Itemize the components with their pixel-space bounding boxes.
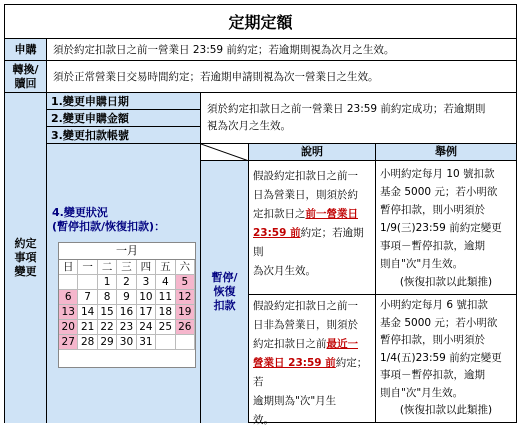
calendar-day: 15 bbox=[98, 305, 117, 320]
calendar-weekday: 三 bbox=[117, 260, 136, 275]
diagonal-line bbox=[201, 144, 249, 161]
calendar-day: 16 bbox=[117, 305, 136, 320]
row-label-agreement-change: 約定 事項 變更 bbox=[5, 93, 47, 423]
calendar-grid bbox=[59, 260, 195, 350]
calendar-day: 3 bbox=[137, 275, 156, 290]
calendar-weekday: 四 bbox=[137, 260, 156, 275]
items-note: 須於約定扣款日之前一營業日 23:59 前約定成功；若逾期則 視為次月之生效。 bbox=[201, 93, 516, 144]
calendar-day: 17 bbox=[137, 305, 156, 320]
item-change-amount: 2.變更申購金額 bbox=[47, 110, 201, 127]
item-change-date: 1.變更申購日期 bbox=[47, 93, 201, 110]
calendar-day: 26 bbox=[176, 320, 195, 335]
case2-description: 假設約定扣款日之前一 日非為營業日，則須於 約定扣款日之前最近一 營業日 23:59 前約定；若 逾期則為"次"月生 效。 bbox=[249, 295, 376, 423]
calendar-day: 18 bbox=[156, 305, 175, 320]
calendar-day: 1 bbox=[98, 275, 117, 290]
calendar-day: 21 bbox=[78, 320, 97, 335]
calendar-day: 7 bbox=[78, 290, 97, 305]
calendar-day: 13 bbox=[59, 305, 78, 320]
calendar-day bbox=[59, 275, 78, 290]
calendar-day bbox=[156, 335, 175, 350]
calendar-day: 22 bbox=[98, 320, 117, 335]
calendar-day bbox=[78, 275, 97, 290]
page-title: 定期定額 bbox=[5, 5, 516, 39]
calendar-day: 19 bbox=[176, 305, 195, 320]
calendar-day: 24 bbox=[137, 320, 156, 335]
row-text-switch-redeem: 須於正常營業日交易時間約定；若逾期申請則視為次一營業日之生效。 bbox=[47, 61, 516, 93]
calendar-weekday: 五 bbox=[156, 260, 175, 275]
case1-description: 假設約定扣款日之前一 日為營業日，則須於約 定扣款日之前一營業日 23:59 前約定；若逾期則 為次月生效。 bbox=[249, 161, 376, 295]
calendar-day: 2 bbox=[117, 275, 136, 290]
row-label-switch-redeem: 轉換/ 贖回 bbox=[5, 61, 47, 93]
calendar-day: 27 bbox=[59, 335, 78, 350]
calendar-day: 9 bbox=[117, 290, 136, 305]
calendar-day: 10 bbox=[137, 290, 156, 305]
calendar-month: 一月 bbox=[59, 243, 195, 260]
calendar-day: 8 bbox=[98, 290, 117, 305]
calendar-weekday: 日 bbox=[59, 260, 78, 275]
col-header-example: 舉例 bbox=[376, 144, 516, 161]
calendar-weekday: 六 bbox=[176, 260, 195, 275]
calendar-weekday: 二 bbox=[98, 260, 117, 275]
calendar-day: 5 bbox=[176, 275, 195, 290]
calendar-weekday: 一 bbox=[78, 260, 97, 275]
side-label-pause-resume: 暫停/ 恢復 扣款 bbox=[201, 161, 249, 423]
header-corner bbox=[201, 144, 249, 161]
row-text-subscribe: 須於約定扣款日之前一營業日 23:59 前約定；若逾期則視為次月之生效。 bbox=[47, 39, 516, 61]
row-label-subscribe: 申購 bbox=[5, 39, 47, 61]
calendar-day: 25 bbox=[156, 320, 175, 335]
calendar-day: 14 bbox=[78, 305, 97, 320]
item-change-account: 3.變更扣款帳號 bbox=[47, 127, 201, 144]
calendar-day: 23 bbox=[117, 320, 136, 335]
calendar-day: 12 bbox=[176, 290, 195, 305]
calendar-day: 20 bbox=[59, 320, 78, 335]
calendar bbox=[58, 242, 196, 368]
calendar-day: 30 bbox=[117, 335, 136, 350]
calendar-day: 6 bbox=[59, 290, 78, 305]
case1-example: 小明約定每月 10 號扣款 基金 5000 元；若小明欲 暫停扣款，則小明須於 1/9(三)23:59 前約定變更 事項－暫停扣款，逾期 則自"次"月生效。 (恢復扣款以此類推) bbox=[376, 161, 516, 295]
calendar-day bbox=[176, 335, 195, 350]
calendar-day: 4 bbox=[156, 275, 175, 290]
calendar-day: 31 bbox=[137, 335, 156, 350]
status-change-label: 4.變更狀況 (暫停扣款/恢復扣款)： bbox=[52, 206, 166, 233]
calendar-day: 29 bbox=[98, 335, 117, 350]
col-header-description: 說明 bbox=[249, 144, 376, 161]
calendar-day: 11 bbox=[156, 290, 175, 305]
calendar-day: 28 bbox=[78, 335, 97, 350]
case2-example: 小明約定每月 6 號扣款 基金 5000 元；若小明欲 暫停扣款，則小明須於 1/4(五)23:59 前約定變更 事項－暫停扣款，逾期 則自"次"月生效。 (恢復扣款以此類推) bbox=[380, 299, 502, 416]
